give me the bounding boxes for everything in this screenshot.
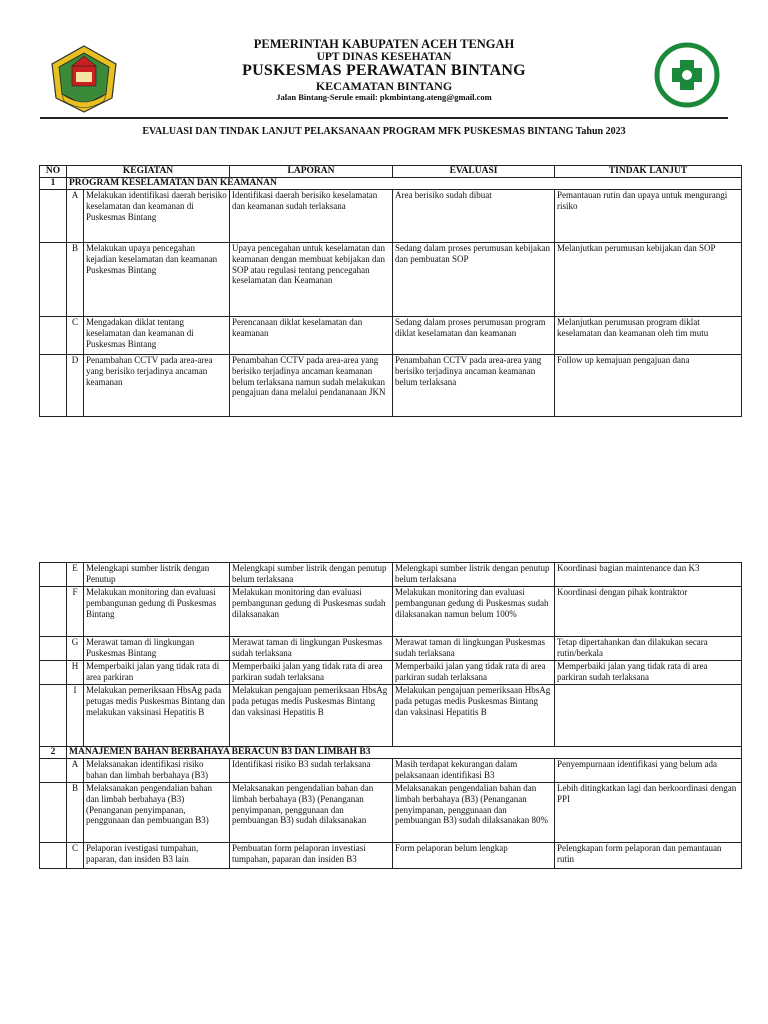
cell-tindak-lanjut (555, 685, 742, 747)
cell-laporan: Upaya pencegahan untuk keselamatan dan keamanan dengan membuat kebijakan dan SOP atau regulasi tentang pencegahan keselamatan dan Keamanan (230, 243, 393, 317)
cell-evaluasi: Masih terdapat kekurangan dalam pelaksanaan identifikasi B3 (393, 759, 555, 783)
table-row (40, 661, 742, 685)
section-row (40, 747, 742, 759)
cell-evaluasi: Melakukan pengajuan pemeriksaan HbsAg pada petugas medis Puskesmas Bintang dan vaksinasi Hepatitis B (393, 685, 555, 747)
cell-kegiatan: Memperbaiki jalan yang tidak rata di area parkiran (84, 661, 230, 685)
cell-tindak-lanjut: Melanjutkan perumusan kebijakan dan SOP (555, 243, 742, 317)
table-row (40, 843, 742, 869)
row-letter: C (67, 317, 84, 355)
table-row (40, 759, 742, 783)
cell-evaluasi: Sedang dalam proses perumusan program diklat keselamatan dan keamanan (393, 317, 555, 355)
cell-kegiatan: Melengkapi sumber listrik dengan Penutup (84, 563, 230, 587)
row-letter: D (67, 355, 84, 417)
header-line-upt: UPT DINAS KESEHATAN (316, 51, 452, 64)
section-number: 2 (40, 747, 67, 759)
row-letter: E (67, 563, 84, 587)
cell-laporan: Melaksanakan pengendalian bahan dan limbah berbahaya (B3) (Penanganan penyimpanan, penggunaan dan pembuangan B3) sudah dilaksanakan (230, 783, 393, 843)
cell-evaluasi: Form pelaporan belum lengkap (393, 843, 555, 869)
header-line-government: PEMERINTAH KABUPATEN ACEH TENGAH (253, 37, 515, 51)
document-title: EVALUASI DAN TINDAK LANJUT PELAKSANAAN PROGRAM MFK PUSKESMAS BINTANG Tahun 2023 (142, 126, 626, 137)
table-row (40, 685, 742, 747)
cell-kegiatan: Melakukan monitoring dan evaluasi pembangunan gedung di Puskesmas Bintang (84, 587, 230, 637)
cell-evaluasi: Merawat taman di lingkungan Puskesmas sudah terlaksana (393, 637, 555, 661)
table-row (40, 190, 742, 243)
row-letter: A (67, 190, 84, 243)
evaluation-table-part2 (39, 562, 742, 869)
col-header-kegiatan: KEGIATAN (67, 166, 230, 178)
table-row (40, 783, 742, 843)
cell-evaluasi: Memperbaiki jalan yang tidak rata di area parkiran sudah terlaksana (393, 661, 555, 685)
cell-tindak-lanjut: Lebih ditingkatkan lagi dan berkoordinasi dengan PPI (555, 783, 742, 843)
cell-kegiatan: Melaksanakan pengendalian bahan dan limbah berbahaya (B3) (Penanganan penyimpanan, penggunaan dan pembuangan B3) (84, 783, 230, 843)
cell-kegiatan: Penambahan CCTV pada area-area yang berisiko terjadinya ancaman keamanan (84, 355, 230, 417)
row-letter: C (67, 843, 84, 869)
section-title: MANAJEMEN BAHAN BERBAHAYA BERACUN B3 DAN LIMBAH B3 (67, 747, 742, 759)
section-title: PROGRAM KESELAMATAN DAN KEAMANAN (67, 178, 742, 190)
cell-evaluasi: Penambahan CCTV pada area-area yang berisiko terjadinya ancaman keamanan belum terlaksana (393, 355, 555, 417)
cell-evaluasi: Area berisiko sudah dibuat (393, 190, 555, 243)
cell-kegiatan: Melaksanakan identifikasi risiko bahan dan limbah berbahaya (B3) (84, 759, 230, 783)
cell-kegiatan: Melakukan identifikasi daerah berisiko keselamatan dan keamanan di Puskesmas Bintang (84, 190, 230, 243)
cell-laporan: Pembuatan form pelaporan investiasi tumpahan, paparan dan insiden B3 (230, 843, 393, 869)
cell-evaluasi: Sedang dalam proses perumusan kebijakan dan pembuatan SOP (393, 243, 555, 317)
col-header-no: NO (40, 166, 67, 178)
cell-tindak-lanjut: Koordinasi dengan pihak kontraktor (555, 587, 742, 637)
section-row (40, 178, 742, 190)
table-row (40, 587, 742, 637)
table-row (40, 355, 742, 417)
cell-laporan: Melakukan monitoring dan evaluasi pembangunan gedung di Puskesmas sudah dilaksanakan (230, 587, 393, 637)
cell-tindak-lanjut: Memperbaiki jalan yang tidak rata di area parkiran sudah terlaksana (555, 661, 742, 685)
header-line-address: Jalan Bintang-Serule email: pkmbintang.ateng@gmail.com (276, 91, 492, 102)
cell-kegiatan: Mengadakan diklat tentang keselamatan dan keamanan di Puskesmas Bintang (84, 317, 230, 355)
cell-kegiatan: Melakukan upaya pencegahan kejadian keselamatan dan keamanan Puskesmas Bintang (84, 243, 230, 317)
cell-kegiatan: Melakukan pemeriksaan HbsAg pada petugas medis Puskesmas Bintang dan melakukan vaksinasi Hepatitis B (84, 685, 230, 747)
table-header-row (40, 166, 742, 178)
cell-kegiatan: Merawat taman di lingkungan Puskesmas Bintang (84, 637, 230, 661)
cell-laporan: Melengkapi sumber listrik dengan penutup belum terlaksana (230, 563, 393, 587)
row-letter: F (67, 587, 84, 637)
row-letter: G (67, 637, 84, 661)
header-line-kecamatan: KECAMATAN BINTANG (315, 78, 453, 93)
cell-laporan: Melakukan pengajuan pemeriksaan HbsAg pada petugas medis Puskesmas Bintang dan vaksinasi Hepatitis B (230, 685, 393, 747)
table-row (40, 243, 742, 317)
cell-tindak-lanjut: Pemantauan rutin dan upaya untuk mengurangi risiko (555, 190, 742, 243)
letterhead (0, 38, 768, 118)
table-row (40, 317, 742, 355)
evaluation-table-part1 (39, 165, 742, 417)
row-letter: A (67, 759, 84, 783)
puskesmas-logo-icon (654, 42, 720, 108)
cell-laporan: Penambahan CCTV pada area-area yang berisiko terjadinya ancaman keamanan belum terlaksana namun sudah melakukan pengajuan dana melalui pendananaan JKN (230, 355, 393, 417)
cell-evaluasi: Melakukan monitoring dan evaluasi pembangunan gedung di Puskesmas sudah dilaksanakan namun belum 100% (393, 587, 555, 637)
header-divider (40, 117, 728, 119)
cell-tindak-lanjut: Melanjutkan perumusan program diklat keselamatan dan keamanan oleh tim mutu (555, 317, 742, 355)
table-row (40, 563, 742, 587)
cell-tindak-lanjut: Penyempurnaan identifikasi yang belum ada (555, 759, 742, 783)
cell-tindak-lanjut: Pelengkapan form pelaporan dan pemantauan rutin (555, 843, 742, 869)
cell-laporan: Memperbaiki jalan yang tidak rata di area parkiran sudah terlaksana (230, 661, 393, 685)
col-header-laporan: LAPORAN (230, 166, 393, 178)
cell-laporan: Merawat taman di lingkungan Puskesmas sudah terlaksana (230, 637, 393, 661)
col-header-evaluasi: EVALUASI (393, 166, 555, 178)
cell-evaluasi: Melaksanakan pengendalian bahan dan limbah berbahaya (B3) (Penanganan penyimpanan, penggunaan dan pembuangan B3) sudah dilaksanakan 80% (393, 783, 555, 843)
cell-tindak-lanjut: Follow up kemajuan pengajuan dana (555, 355, 742, 417)
table-row (40, 637, 742, 661)
cell-tindak-lanjut: Koordinasi bagian maintenance dan K3 (555, 563, 742, 587)
header-line-puskesmas: PUSKESMAS PERAWATAN BINTANG (242, 62, 526, 80)
cell-tindak-lanjut: Tetap dipertahankan dan dilakukan secara rutin/berkala (555, 637, 742, 661)
row-letter: I (67, 685, 84, 747)
row-letter: B (67, 783, 84, 843)
cell-kegiatan: Pelaporan ivestigasi tumpahan, paparan, dan insiden B3 lain (84, 843, 230, 869)
row-letter: B (67, 243, 84, 317)
cell-laporan: Identifikasi risiko B3 sudah terlaksana (230, 759, 393, 783)
section-number: 1 (40, 178, 67, 190)
cell-evaluasi: Melengkapi sumber listrik dengan penutup belum terlaksana (393, 563, 555, 587)
col-header-tindak-lanjut: TINDAK LANJUT (555, 166, 742, 178)
cell-laporan: Identifikasi daerah berisiko keselamatan dan keamanan sudah terlaksana (230, 190, 393, 243)
cell-laporan: Perencanaan diklat keselamatan dan keamanan (230, 317, 393, 355)
row-letter: H (67, 661, 84, 685)
